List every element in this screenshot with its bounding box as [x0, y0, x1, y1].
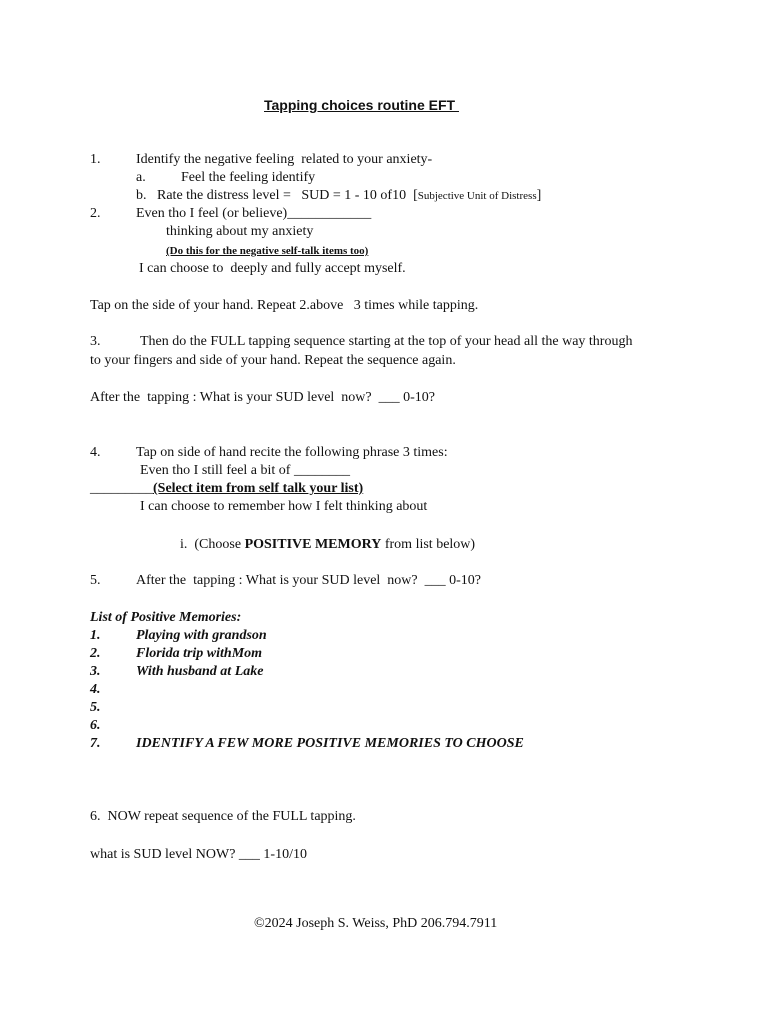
memory-number: 3. [90, 664, 101, 679]
step-1-text: Identify the negative feeling related to your anxiety- [136, 152, 433, 167]
tap-side-instruction: Tap on the side of your hand. Repeat 2.above 3 times while tapping. [90, 298, 479, 313]
step-4-blank: _________ [90, 481, 153, 496]
step-5-text: After the tapping : What is your SUD level now? ___ 0-10? [136, 573, 482, 588]
step-4-choose-bold: POSITIVE MEMORY [244, 537, 382, 552]
memory-item: Florida trip withMom [136, 646, 263, 661]
step-1-number: 1. [90, 152, 101, 167]
step-2-line-2: thinking about my anxiety [166, 224, 314, 239]
memory-number: 4. [90, 682, 101, 697]
memory-number: 1. [90, 628, 101, 643]
sud-now-question: what is SUD level NOW? ___ 1-10/10 [90, 847, 307, 862]
step-4-select-line [90, 480, 363, 497]
page-title: Tapping choices routine EFT [264, 97, 459, 113]
memory-number: 6. [90, 718, 101, 733]
step-4-select: (Select item from self talk your list) [153, 481, 364, 496]
step-5-number: 5. [90, 573, 101, 588]
memories-heading: List of Positive Memories: [90, 610, 242, 625]
memory-item: Playing with grandson [136, 628, 267, 643]
step-3-line-1: Then do the FULL tapping sequence starting at the top of your head all the way through [140, 334, 633, 349]
memory-item: With husband at Lake [136, 664, 264, 679]
step-1a-text: Feel the feeling identify [181, 170, 316, 185]
step-1b-line [136, 187, 541, 205]
step-2-line-1: Even tho I feel (or believe)____________ [136, 206, 372, 221]
step-4-choose-suffix: from list below) [381, 537, 476, 552]
step-4-choose-line [180, 536, 475, 553]
memory-number: 7. [90, 736, 101, 751]
memory-number: 5. [90, 700, 101, 715]
step-2-number: 2. [90, 206, 101, 221]
after-tapping-question-1: After the tapping : What is your SUD level now? ___ 0-10? [90, 390, 436, 405]
memory-item: IDENTIFY A FEW MORE POSITIVE MEMORIES TO CHOOSE [136, 736, 524, 751]
step-2-note: (Do this for the negative self-talk items too) [166, 245, 369, 257]
step-4-line-1: Tap on side of hand recite the following phrase 3 times: [136, 445, 448, 460]
step-4-number: 4. [90, 445, 101, 460]
step-1a-label: a. [136, 170, 146, 185]
step-4-choose-prefix: i. (Choose [180, 537, 245, 552]
step-1b-close: ] [536, 188, 542, 203]
step-2-line-3: I can choose to deeply and fully accept myself. [139, 261, 406, 276]
step-1b-text: b. Rate the distress level = SUD = 1 - 10 of10 [ [136, 188, 418, 203]
step-4-line-2: Even tho I still feel a bit of ________ [140, 463, 350, 478]
memory-number: 2. [90, 646, 101, 661]
step-3-line-2: to your fingers and side of your hand. Repeat the sequence again. [90, 353, 456, 368]
footer-copyright: ©2024 Joseph S. Weiss, PhD 206.794.7911 [254, 916, 498, 931]
step-6-text: 6. NOW repeat sequence of the FULL tapping. [90, 809, 356, 824]
step-3-number: 3. [90, 334, 101, 349]
step-1b-note: Subjective Unit of Distress [417, 190, 537, 202]
step-4-line-3: I can choose to remember how I felt thinking about [140, 499, 428, 514]
